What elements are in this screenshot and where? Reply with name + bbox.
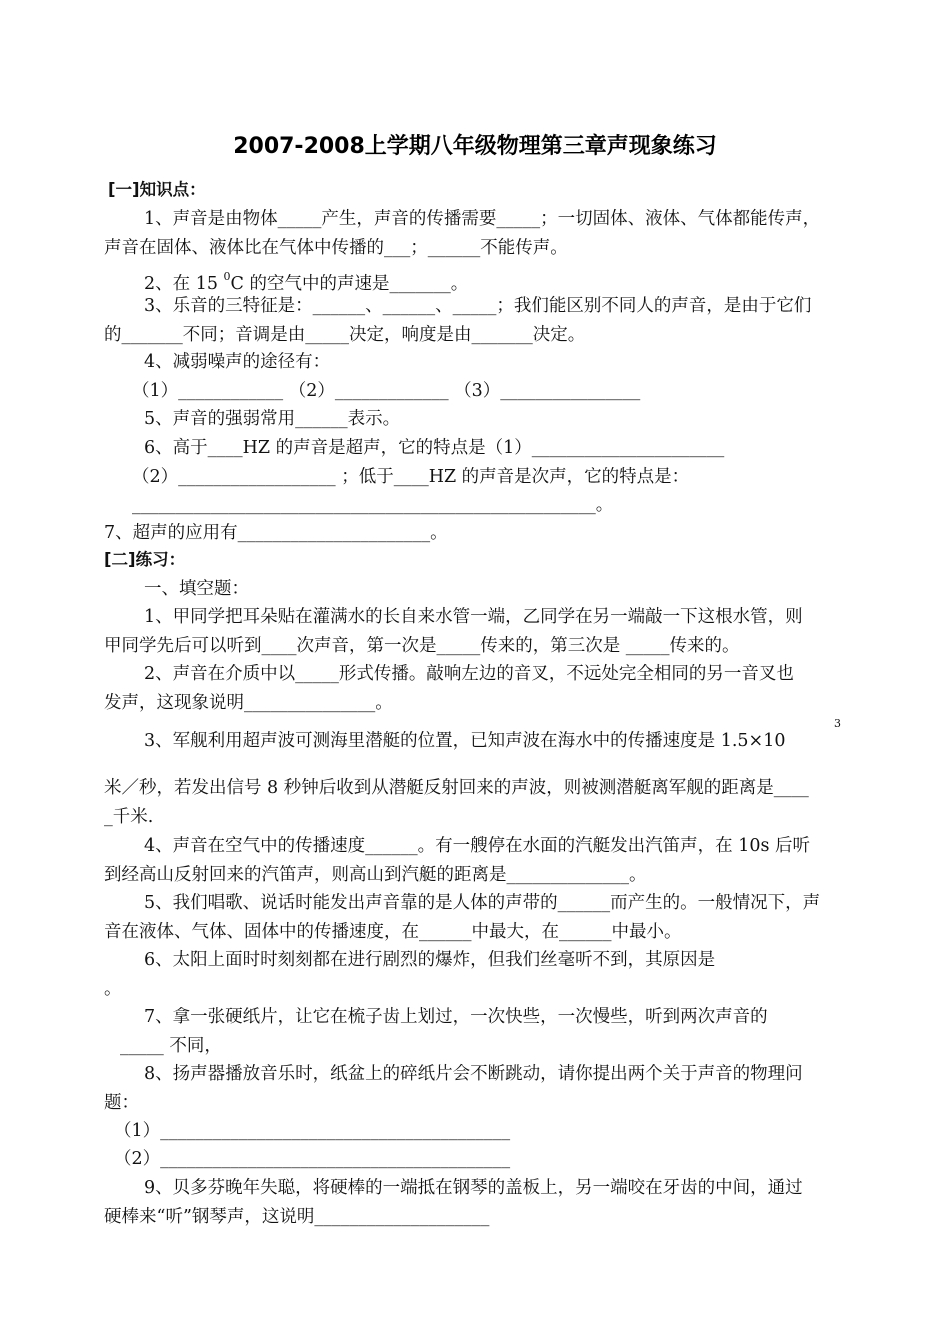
knowledge-item-6-line2: （2）__________________ ；低于____HZ 的声音是次声，它的特点是：: [132, 467, 690, 487]
question-8-line2: 题：: [104, 1093, 139, 1113]
question-2-line1: 2、声音在介质中以_____形式传播。敲响左边的音叉，不远处完全相同的另一音叉也: [144, 664, 794, 684]
knowledge-item-4-blanks: （1）____________ （2）_____________ （3）________________: [132, 381, 641, 401]
question-6-line1: 6、太阳上面时时刻刻都在进行剧烈的爆炸，但我们丝毫听不到，其原因是: [144, 950, 716, 970]
knowledge-item-2-part2: C 的空气中的声速是_______。: [230, 274, 469, 294]
question-8-blank-2: （2）________________________________________: [114, 1149, 511, 1169]
question-8-line1: 8、扬声器播放音乐时，纸盆上的碎纸片会不断跳动，请你提出两个关于声音的物理问: [144, 1064, 803, 1084]
question-7-line2: _____ 不同，: [120, 1036, 222, 1056]
question-5-line2: 音在液体、气体、固体中的传播速度，在______中最大，在______中最小。: [104, 922, 682, 942]
knowledge-item-2-part1: 2、在 15: [144, 274, 224, 294]
question-7-line1: 7、拿一张硬纸片，让它在梳子齿上划过，一次快些，一次慢些，听到两次声音的: [144, 1007, 768, 1027]
question-4-line2: 到经高山反射回来的汽笛声，则高山到汽艇的距离是______________。: [104, 865, 647, 885]
exponent-superscript: 3: [834, 717, 841, 730]
question-3-line3: _千米.: [104, 807, 154, 827]
knowledge-item-6-line1: 6、高于____HZ 的声音是超声，它的特点是（1）______________________: [144, 438, 725, 458]
fill-in-heading: 一、填空题：: [144, 579, 249, 599]
knowledge-item-7: 7、超声的应用有______________________。: [104, 523, 448, 543]
question-3-line2: 米／秒，若发出信号 8 秒钟后收到从潜艇反射回来的声波，则被测潜艇离军舰的距离是____: [104, 778, 809, 798]
knowledge-item-1-line1: 1、声音是由物体_____产生，声音的传播需要_____；一切固体、液体、气体都能传声，: [144, 209, 821, 229]
question-1-line2: 甲同学先后可以听到____次声音，第一次是_____传来的，第三次是 _____传来的。: [104, 636, 740, 656]
knowledge-item-1-line2: 声音在固体、液体比在气体中传播的___；______不能传声。: [104, 238, 568, 258]
question-6-line2: 。: [104, 979, 122, 999]
question-2-line2: 发声，这现象说明_______________。: [104, 693, 393, 713]
question-1-line1: 1、甲同学把耳朵贴在灌满水的长自来水管一端，乙同学在另一端敲一下这根水管，则: [144, 607, 803, 627]
section-heading-knowledge: [一]知识点：: [108, 180, 206, 199]
degree-superscript: 0: [223, 270, 231, 283]
question-8-blank-1: （1）________________________________________: [114, 1121, 511, 1141]
knowledge-item-3-line1: 3、乐音的三特征是：______、______、_____；我们能区别不同人的声音，是由于它们: [144, 296, 812, 316]
section-heading-practice: [二]练习：: [104, 550, 186, 569]
knowledge-item-4: 4、减弱噪声的途径有：: [144, 352, 331, 372]
knowledge-item-3-line2: 的_______不同；音调是由_____决定，响度是由_______决定。: [104, 325, 586, 345]
knowledge-item-2: [144, 265, 468, 296]
question-9-line1: 9、贝多芬晚年失聪，将硬棒的一端抵在钢琴的盖板上，另一端咬在牙齿的中间，通过: [144, 1178, 803, 1198]
question-4-line1: 4、声音在空气中的传播速度______。有一艘停在水面的汽艇发出汽笛声，在 10s 后听: [144, 836, 811, 856]
question-5-line1: 5、我们唱歌、说话时能发出声音靠的是人体的声带的______而产生的。一般情况下，声: [144, 893, 821, 913]
question-9-line2: 硬棒来“听”钢琴声，这说明____________________: [104, 1207, 490, 1227]
knowledge-item-6-line3: _____________________________________________________。: [132, 495, 614, 515]
page-title: 2007-2008上学期八年级物理第三章声现象练习: [233, 134, 717, 159]
knowledge-item-5: 5、声音的强弱常用______表示。: [144, 409, 401, 429]
question-3-line1: 3、军舰利用超声波可测海里潜艇的位置，已知声波在海水中的传播速度是 1.5×10: [144, 731, 786, 751]
